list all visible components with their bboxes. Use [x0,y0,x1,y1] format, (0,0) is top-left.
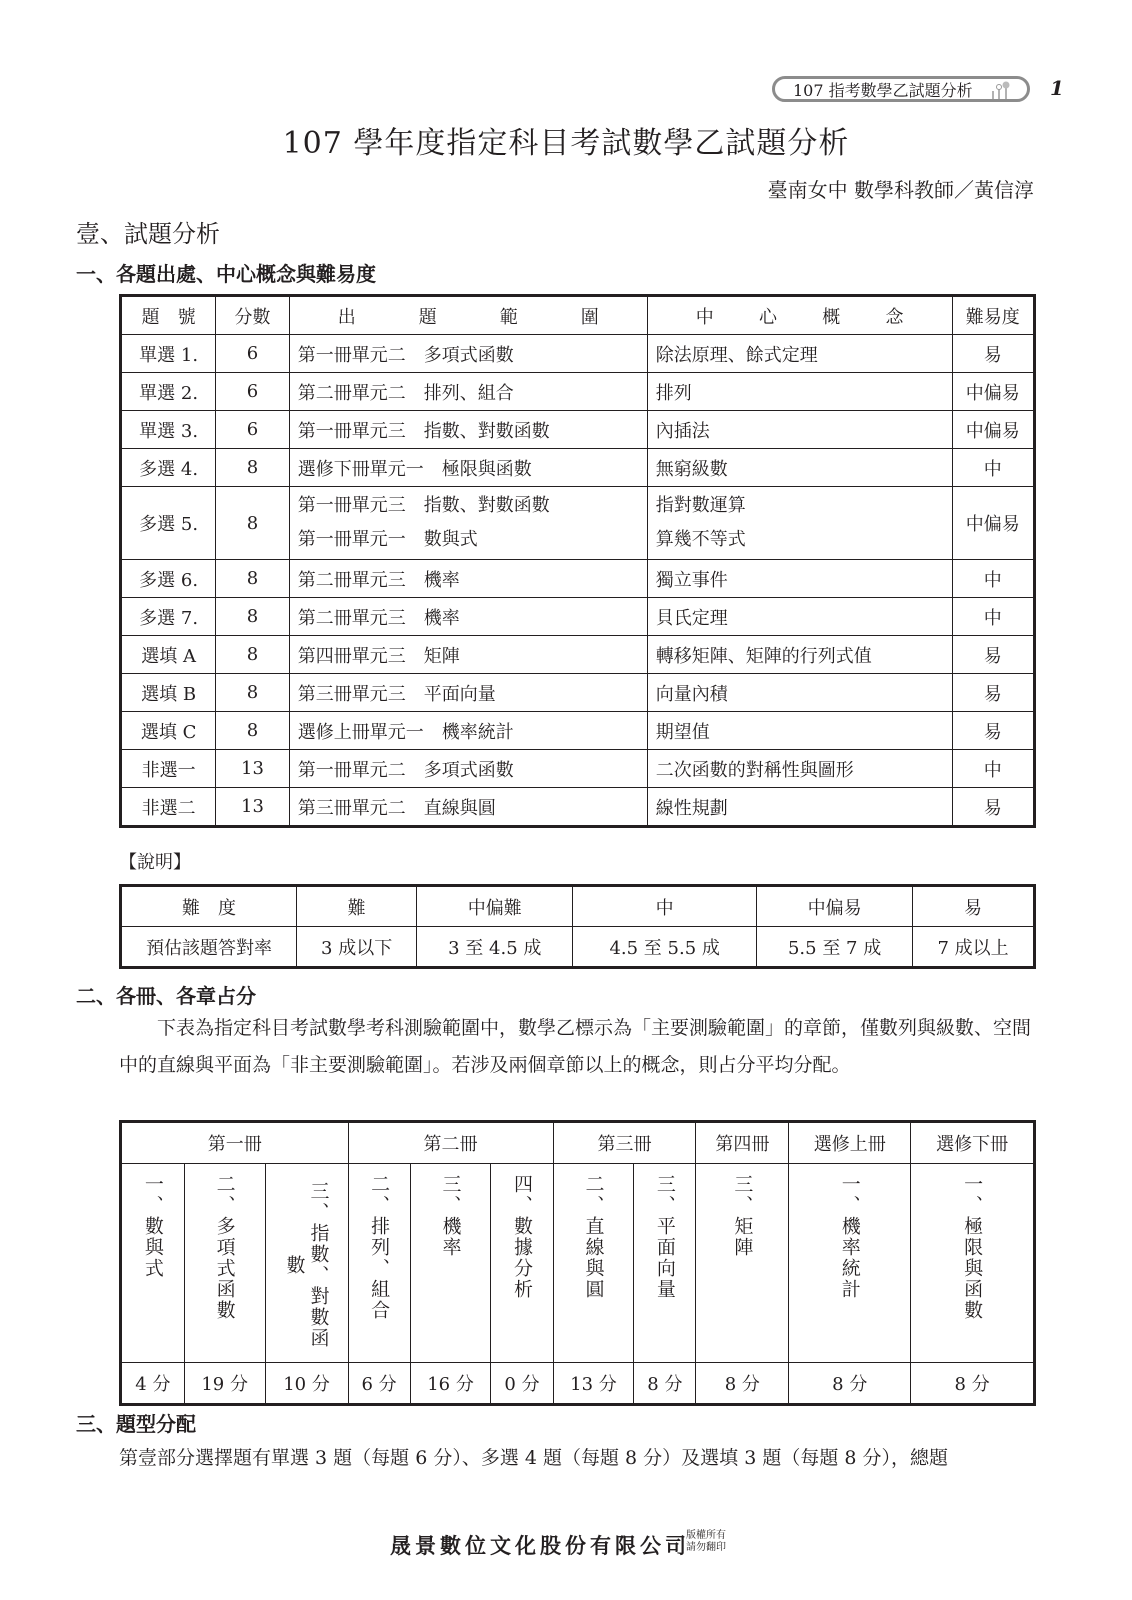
table-row [121,449,1035,487]
concept-line: 無窮級數 [655,458,728,480]
book-name: 第四冊 [696,1122,789,1164]
question-score: 13 [216,750,290,788]
question-concept [647,750,952,788]
chapter-score: 0 分 [491,1363,553,1405]
column-header-text [298,303,639,329]
range-line: 第一冊單元一 數與式 [297,529,478,550]
table-row [121,335,1035,373]
question-score: 8 [216,449,290,487]
question-number: 單選 1. [121,335,216,373]
chapter-score: 6 分 [348,1363,410,1405]
chapter-cell [410,1164,491,1363]
chapter-cell [265,1164,348,1363]
chapter-score: 13 分 [553,1363,634,1405]
chapter-score: 16 分 [410,1363,491,1405]
column-header-char: 心 [759,306,778,328]
question-number: 單選 2. [121,373,216,411]
book-name: 第一冊 [121,1122,349,1164]
column-header: 分數 [216,296,290,335]
question-score: 8 [216,674,290,712]
question-range [289,598,647,636]
question-range [289,750,647,788]
column-header [289,296,647,335]
subsection-heading-2: 二、各冊、各章占分 [76,984,256,1008]
chapter-cell [789,1164,911,1363]
legend-cell: 中 [573,886,757,927]
question-difficulty: 易 [952,712,1034,750]
question-score: 8 [216,560,290,598]
question-concept [647,788,952,827]
question-difficulty: 中偏易 [952,487,1034,560]
legend-row [121,886,1035,927]
question-number: 單選 3. [121,411,216,449]
column-header-char: 範 [499,306,518,328]
range-line: 第二冊單元二 排列、組合 [297,382,514,404]
page-number: 1 [1050,76,1064,100]
range-line: 選修上冊單元一 機率統計 [297,721,514,743]
chapter-score: 8 分 [634,1363,696,1405]
question-range [289,560,647,598]
table-row [121,411,1035,449]
question-range [289,712,647,750]
chapter-cell [911,1164,1035,1363]
chapter-label: 一、數與式 [141,1174,164,1279]
question-concept [647,335,952,373]
question-range [289,487,647,560]
chapter-score: 19 分 [184,1363,265,1405]
question-number: 選填 C [121,712,216,750]
question-number: 選填 A [121,636,216,674]
question-concept [647,598,952,636]
table-row [121,674,1035,712]
subsection-heading-3: 三、題型分配 [76,1412,196,1436]
table-row [121,636,1035,674]
book-name: 選修下冊 [911,1122,1035,1164]
question-range [289,411,647,449]
range-line: 選修下冊單元一 極限與函數 [297,458,532,480]
table-row [121,373,1035,411]
question-concept [647,487,952,560]
range-line: 第四冊單元三 矩陣 [297,645,460,667]
chapter-label: 三、平面向量 [653,1174,676,1300]
legend-cell: 3 至 4.5 成 [417,927,573,968]
range-line: 第一冊單元二 多項式函數 [297,344,514,366]
question-number: 非選一 [121,750,216,788]
range-line: 第一冊單元三 指數、對數函數 [297,420,550,442]
table-row [121,487,1035,560]
concept-line: 二次函數的對稱性與圖形 [655,759,854,781]
chapter-cell [634,1164,696,1363]
legend-cell: 易 [913,886,1035,927]
copyright-notice: 版權所有 請勿翻印 [686,1530,726,1553]
question-range [289,373,647,411]
table-row [121,750,1035,788]
difficulty-legend-table [119,884,1036,969]
legend-row [121,927,1035,968]
question-number: 選填 B [121,674,216,712]
question-number: 多選 6. [121,560,216,598]
question-range [289,674,647,712]
concept-line: 轉移矩陣、矩陣的行列式值 [655,645,872,667]
chapter-cell [553,1164,634,1363]
legend-cell: 預估該題答對率 [121,927,297,968]
range-line: 第二冊單元三 機率 [297,607,460,629]
question-score: 8 [216,598,290,636]
question-difficulty: 中 [952,750,1034,788]
chapter-cell [696,1164,789,1363]
subsection-heading-1: 一、各題出處、中心概念與難易度 [76,262,376,286]
question-concept [647,636,952,674]
chapter-label: 二、排列、組合 [368,1174,391,1321]
range-line: 第三冊單元二 直線與圓 [297,797,496,819]
range-line: 第二冊單元三 機率 [297,569,460,591]
concept-line: 向量內積 [655,683,728,705]
question-concept [647,411,952,449]
question-difficulty: 中偏易 [952,373,1034,411]
concept-line: 線性規劃 [655,797,728,819]
book-name: 第三冊 [553,1122,696,1164]
legend-cell: 中偏難 [417,886,573,927]
column-header-char: 念 [885,306,904,328]
question-difficulty: 易 [952,674,1034,712]
question-difficulty: 中 [952,449,1034,487]
concept-line: 排列 [655,382,692,404]
table-row [121,788,1035,827]
chapter-label: 三、矩陣 [731,1174,754,1258]
column-header-char: 概 [822,306,841,328]
question-range [289,636,647,674]
legend-cell: 4.5 至 5.5 成 [573,927,757,968]
chapter-score: 8 分 [696,1363,789,1405]
chapter-row [121,1164,1035,1363]
concept-line: 指對數運算 [655,495,746,516]
column-header: 題 號 [121,296,216,335]
score-row [121,1363,1035,1405]
table-header-row [121,296,1035,335]
column-header-text [656,303,944,329]
concept-line: 貝氏定理 [655,607,728,629]
concept-line: 除法原理、餘式定理 [655,344,818,366]
column-header: 難易度 [952,296,1034,335]
publisher-name: 晟景數位文化股份有限公司 [390,1533,690,1558]
score-distribution-paragraph: 下表為指定科目考試數學考科測驗範圍中，數學乙標示為「主要測驗範圍」的章節，僅數列與級數、空間中的直線與平面為「非主要測驗範圍」。若涉及兩個章節以上的概念，則占分平均分配。 [119,1017,1032,1076]
question-score: 13 [216,788,290,827]
question-score: 8 [216,712,290,750]
column-header-char: 出 [337,306,356,328]
question-score: 6 [216,373,290,411]
question-concept [647,373,952,411]
book-name: 選修上冊 [789,1122,911,1164]
chapter-cell [348,1164,410,1363]
legend-cell: 5.5 至 7 成 [757,927,913,968]
page-title: 107 學年度指定科目考試數學乙試題分析 [282,126,850,161]
question-score: 6 [216,335,290,373]
chapter-score-table [119,1120,1036,1406]
concept-line: 期望值 [655,721,710,743]
table-row [121,712,1035,750]
chapter-label: 二、直線與圓 [582,1174,605,1300]
author-line: 臺南女中 數學科教師／黃信淳 [767,178,1034,202]
table-row [121,598,1035,636]
question-difficulty: 易 [952,636,1034,674]
question-concept [647,674,952,712]
question-range [289,335,647,373]
question-type-paragraph: 第壹部分選擇題有單選 3 題（每題 6 分）、多選 4 題（每題 8 分）及選填 3 題（每題 8 分），總題 [119,1447,949,1469]
column-header-char: 中 [695,306,714,328]
question-range [289,788,647,827]
question-difficulty: 中偏易 [952,411,1034,449]
question-analysis-table [119,294,1036,828]
book-row [121,1122,1035,1164]
concept-line: 獨立事件 [655,569,728,591]
question-difficulty: 中 [952,598,1034,636]
column-header-char: 題 [418,306,437,328]
question-difficulty: 易 [952,335,1034,373]
range-line: 第三冊單元三 平面向量 [297,683,496,705]
legend-cell: 3 成以下 [297,927,417,968]
question-difficulty: 易 [952,788,1034,827]
concept-line: 算幾不等式 [655,529,746,550]
chapter-score: 8 分 [911,1363,1035,1405]
chapter-cell [184,1164,265,1363]
question-score: 8 [216,636,290,674]
question-concept [647,449,952,487]
chapter-label: 一、機率統計 [838,1174,861,1300]
chapter-score: 10 分 [265,1363,348,1405]
legend-cell: 7 成以上 [913,927,1035,968]
book-name: 第二冊 [348,1122,553,1164]
chapter-label: 三、機率 [439,1174,462,1258]
question-concept [647,712,952,750]
question-difficulty: 中 [952,560,1034,598]
chapter-score: 8 分 [789,1363,911,1405]
table-row [121,560,1035,598]
legend-cell: 中偏易 [757,886,913,927]
chapter-cell [491,1164,553,1363]
chapter-cell [121,1164,185,1363]
chapter-label: 二、多項式函數 [213,1174,236,1321]
legend-cell: 難 [297,886,417,927]
running-title: 107 指考數學乙試題分析 [793,80,973,100]
column-header [647,296,952,335]
legend-cell: 難 度 [121,886,297,927]
decorative-tree-icon [989,81,1013,99]
chapter-label: 三、指數、對數函數 [283,1181,330,1349]
question-number: 多選 7. [121,598,216,636]
note-label: 【說明】 [119,852,191,873]
question-number: 多選 5. [121,487,216,560]
concept-line: 內插法 [655,420,710,442]
chapter-score: 4 分 [121,1363,185,1405]
question-range [289,449,647,487]
section-heading: 壹、試題分析 [76,220,220,248]
chapter-label: 四、數據分析 [510,1174,533,1300]
question-score: 6 [216,411,290,449]
question-concept [647,560,952,598]
range-line: 第一冊單元二 多項式函數 [297,759,514,781]
question-score: 8 [216,487,290,560]
question-number: 多選 4. [121,449,216,487]
question-number: 非選二 [121,788,216,827]
range-line: 第一冊單元三 指數、對數函數 [297,495,550,516]
column-header-char: 圍 [580,306,599,328]
running-header [772,76,1030,102]
chapter-label: 一、極限與函數 [961,1174,984,1321]
